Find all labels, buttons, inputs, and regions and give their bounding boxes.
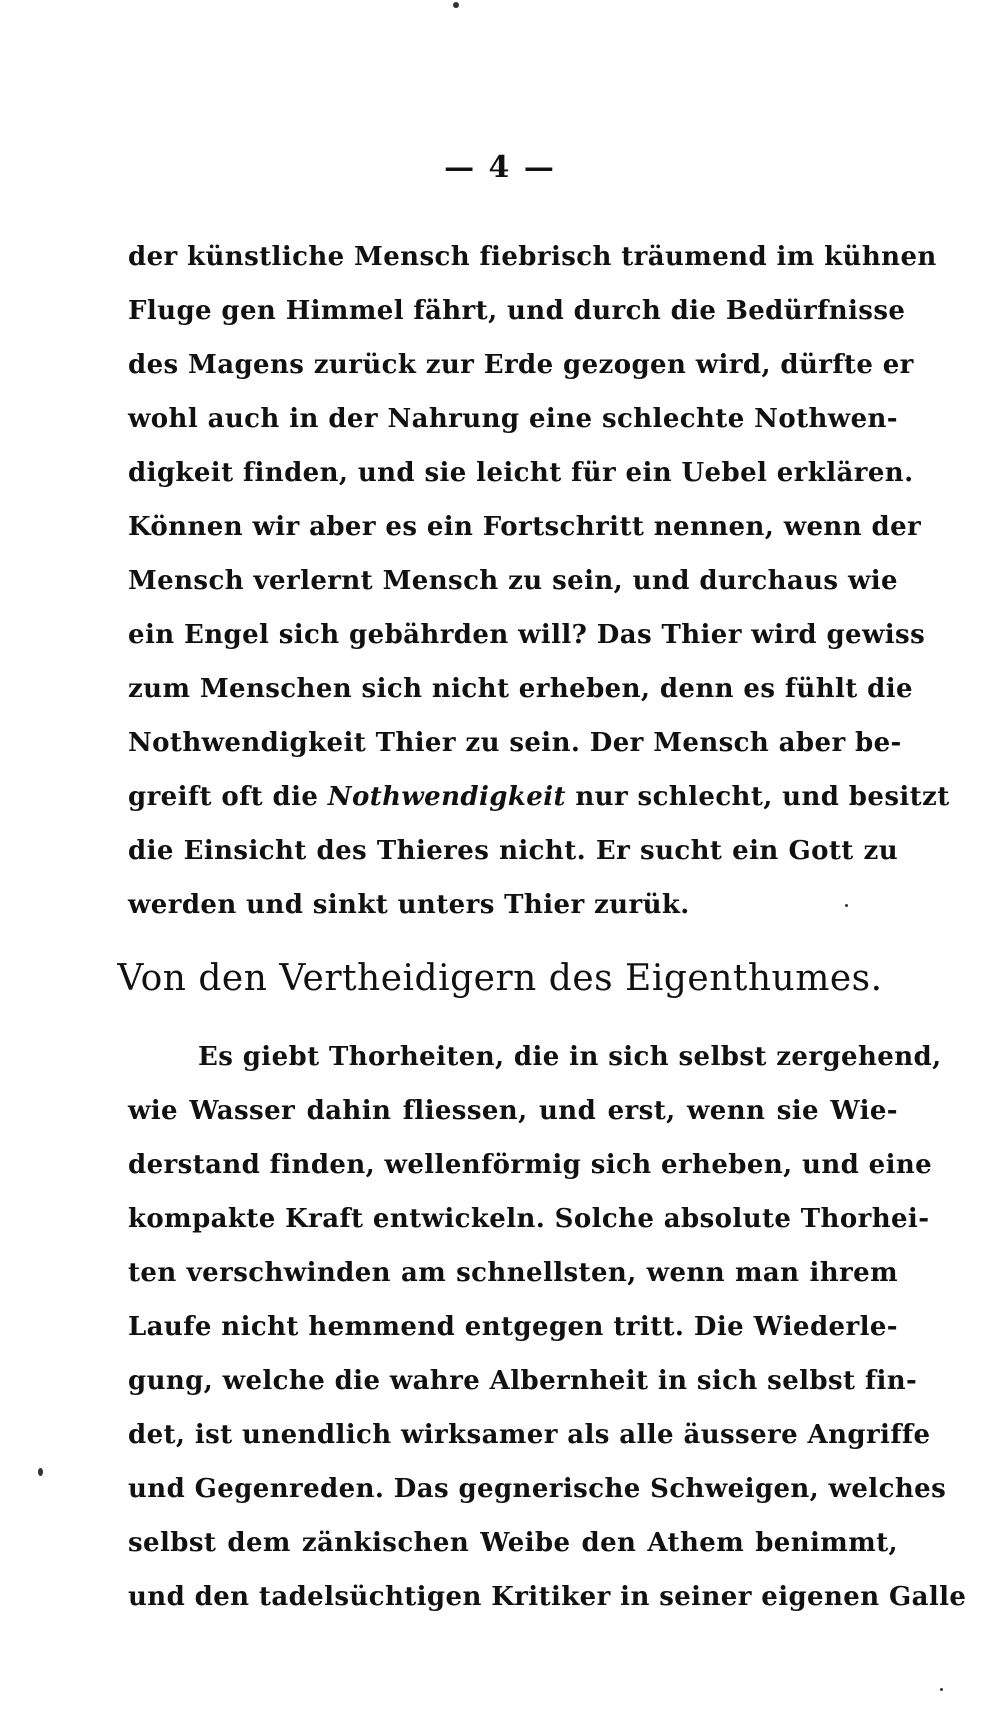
scan-speck [453,2,459,8]
scan-speck [940,1688,943,1691]
text-segment: greift oft die [128,782,328,812]
paragraph [128,1030,967,1624]
text-line: der künstliche Mensch fiebrisch träumend im kühnen [128,242,937,272]
text-line-with-italic [128,770,950,824]
text-line: Nothwendigkeit Thier zu sein. Der Mensch aber be- [128,728,902,758]
italic-word: Nothwendigkeit [327,782,566,812]
text-line: zum Menschen sich nicht erheben, denn es fühlt die [128,674,913,704]
text-line: selbst dem zänkischen Weibe den Athem benimmt, [128,1528,898,1558]
text-line: Es giebt Thorheiten, die in sich selbst zergehend, [198,1042,942,1072]
text-line: wie Wasser dahin fliessen, und erst, wenn sie Wie- [128,1096,898,1126]
text-line: Können wir aber es ein Fortschritt nennen, wenn der [128,512,922,542]
text-line: kompakte Kraft entwickeln. Solche absolute Thorhei- [128,1204,930,1234]
text-line: und Gegenreden. Das gegnerische Schweigen, welches [128,1474,947,1504]
text-line: Mensch verlernt Mensch zu sein, und durchaus wie [128,566,898,596]
text-line: ein Engel sich gebährden will? Das Thier wird gewiss [128,620,926,650]
text-line: des Magens zurück zur Erde gezogen wird, dürfte er [128,350,914,380]
scan-speck [845,904,848,907]
text-line: wohl auch in der Nahrung eine schlechte Nothwen- [128,404,898,434]
text-line: die Einsicht des Thieres nicht. Er sucht ein Gott zu [128,836,898,866]
text-line: gung, welche die wahre Albernheit in sich selbst fin- [128,1366,918,1396]
scan-speck [38,1468,43,1476]
text-line: und den tadelsüchtigen Kritiker in seiner eigenen Galle [128,1582,967,1612]
page-number: — 4 — [444,150,556,185]
text-line: digkeit finden, und sie leicht für ein Uebel erklären. [128,458,914,488]
text-line: det, ist unendlich wirksamer als alle äussere Angriffe [128,1420,931,1450]
text-line: derstand finden, wellenförmig sich erheben, und eine [128,1150,933,1180]
text-line: ten verschwinden am schnellsten, wenn man ihrem [128,1258,898,1288]
paragraph-continued [128,230,950,932]
text-line: werden und sinkt unters Thier zurük. [128,890,690,920]
section-heading: Von den Vertheidigern des Eigenthumes. [117,958,883,999]
text-line: Laufe nicht hemmend entgegen tritt. Die Wiederle- [128,1312,898,1342]
text-line: Fluge gen Himmel fährt, und durch die Bedürfnisse [128,296,906,326]
text-segment: nur schlecht, und besitzt [565,782,950,812]
